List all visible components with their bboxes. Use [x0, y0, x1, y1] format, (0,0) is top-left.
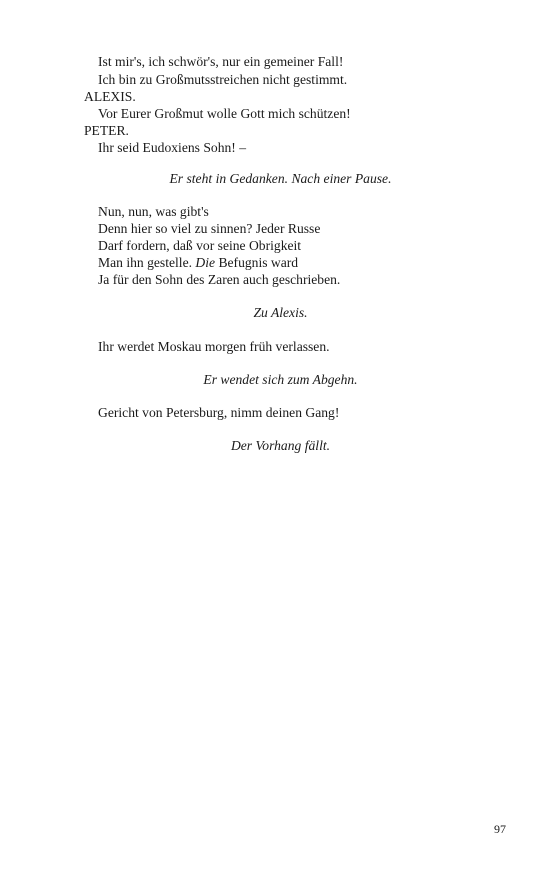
verse-line: Gericht von Petersburg, nimm deinen Gang!: [98, 405, 340, 420]
verse-line: Nun, nun, was gibt's: [98, 204, 209, 219]
page-number: 97: [494, 822, 506, 836]
verse-line: Darf fordern, daß vor seine Obrigkeit: [98, 238, 302, 253]
verse-line: [98, 254, 298, 271]
verse-line: Ihr werdet Moskau morgen früh verlassen.: [98, 339, 330, 354]
stage-direction: Der Vorhang fällt.: [230, 438, 331, 453]
stage-direction: Er wendet sich zum Abgehn.: [203, 372, 358, 387]
verse-line: Ja für den Sohn des Zaren auch geschrieben.: [98, 272, 341, 287]
verse-line: Ihr seid Eudoxiens Sohn! –: [98, 140, 247, 155]
emphasized-word: Die: [195, 255, 216, 270]
verse-text: Man ihn gestelle.: [98, 255, 196, 270]
stage-direction: Zu Alexis.: [253, 305, 308, 320]
speaker-name-peter: PETER.: [84, 123, 129, 138]
stage-direction: Er steht in Gedanken. Nach einer Pause.: [169, 171, 392, 186]
verse-line: Ich bin zu Großmutsstreichen nicht gestimmt.: [98, 72, 348, 87]
verse-line: Vor Eurer Großmut wolle Gott mich schützen!: [98, 106, 351, 121]
verse-line: Ist mir's, ich schwör's, nur ein gemeiner Fall!: [98, 54, 344, 69]
verse-line: Denn hier so viel zu sinnen? Jeder Russe: [98, 221, 321, 236]
verse-text: Befugnis ward: [215, 255, 299, 270]
speaker-name-alexis: ALEXIS.: [84, 89, 136, 104]
